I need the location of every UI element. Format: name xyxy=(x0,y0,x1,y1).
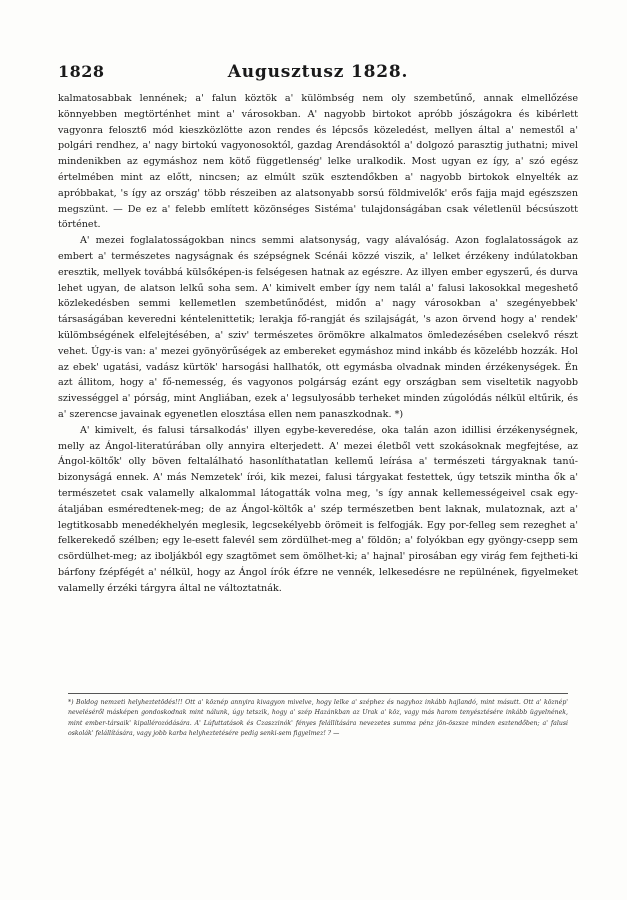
paragraph-mezei: A' mezei foglalatosságokban nincs semmi alatsonyság, vagy alávalóság. Azon foglalatosságok az embert a' természetes nagyságnak és szépségnek Scénái közzé viszik, a' lelket érzékeny indúlatokban eresztik, mellyek továbbá külsőképen-is felségesen hatnak az egészre. Az illyen ember egyszerű, és durva lehet ugyan, de alatson lelkű soha sem. A' kimivelt ember így nem talál a' falusi lakosokkal megeshető közlekedésben semmi kellemetlen szembetűnődést, midőn a' nagy városokban a' szegényebbek' társaságában keveredni kéntelenittetik; lerakja fő-rangját és szilajságát, 's azon örvend hogy a' rendek' külömbségének elfelejtésében, a' sziv' természetes örömökre alkalmatos ömledezésében cselekvő részt vehet. Úgy-is van: a' mezei gyönyörűségek az embereket egymáshoz mind inkább és közelébb hozzák. Hol az ebek' ugatási, vadász kürtök' harsogási hallhatók, ott egymásba olvadnak minden érzékenységek. Én azt állitom, hogy a' fő-nemesség, és vagyonos polgárság ezánt egy országban sem viseltetik nagyobb szivességgel a' pórság, mint Angliában, ezek a' legsulyosább terheket minden zúgolódás nélkül eltűrik, és a' szerencse javainak egyenetlen elosztása ellen nem panaszkodnak. *) xyxy=(58,235,578,420)
main-text xyxy=(58,91,578,597)
footnote-text: *) Boldog nemzeti helyheztetödés!!! Ott a' köznép annyira kivagyon mivelve, hogy lelke a' széphez és nagyhoz inkább hajlandó, mint másutt. Ott a' köznép' neveléséről másképen gondoskodnak mint nálunk, úgy tetszik, hogy a' szép Hazánkban az Urak a' köz, vagy más harom tenyésztésére inkább ügyelnének, mint ember-társaik' kipallérozódására. A' Lúfuttatások és Czaszzinók' fényes felállításárа nevezetes summa pénz jön-öszsze minden esztendőben; a' falusi oskolák' felállítására, vagy jobb karba helyheztetésére pedig senki-sem figyelmez! ? — xyxy=(68,699,568,738)
page-header xyxy=(58,62,578,88)
paragraph-continuation: kalmatosabbak lennének; a' falun köztök a' külömbség nem oly szembetűnő, annak elmellőzése könnyebben megtörténhet mint a' városokban. A' nagyobb birtokot apróbb jószágokra és kibérlett vagyonra feloszt6 mód kieszközlötte azon rendes és lépcsős közeledést, mellyen által a' nemestől a' polgári rendhez, a' nagy birtokú vagyonosoktól, gazdag Arendásoktól a' dolgozó parasztig juthatni; mivel mindenikben az egymáshoz nem kötő függetlenség' lelke uralkodik. Most ugyan ez így, a' szó egész értelmében mint az előtt, nincsen; az elmúlt szük esztendőkben a' nagyobb birtokok elnyelték az apróbbakat, 's így az ország' több részeiben az alatsonyabb sorsú földmivelők' erős fajja majd egészszen megszünt. — De ez a' felebb említett közönséges Sistéma' tulajdonságában csak véletlenül bécsúszott történet. xyxy=(58,93,578,231)
page-title: Augusztusz 1828. xyxy=(227,62,409,82)
page-year: 1828 xyxy=(58,62,105,81)
footnote xyxy=(68,693,568,740)
paragraph-kimivelt: A' kimivelt, és falusi társalkodás' illyen egybe-keveredése, oka talán azon idillisi érzékenységnek, melly az Ángol-literatúrában olly annyira elterjedett. A' mezei életből vett szokásoknak megfejtése, az Ángol-költők' olly böven feltalálható hasonlíthatatlan kellemű leírása a' természeti tárgyaknak tanú-bizonyságá ennek. A' más Nemzetek' írói, kik mezei, falusi tárgyakat festettek, úgy tetszik mintha ők a' természetet csak valamelly alkalommal látogatták volna meg, 's így annak kellemességeivel csak egy-átaljában esméredtenek-meg; de az Ángol-költők a' szép természetben bent laknak, mulatoznak, azt a' legtitkosabb menedékhelyén meglesik, legcsekélyebb örömeit is felfogják. Egy por-felleg sem rezeghet a' felkerekedő szélben; egy le-esett falevél sem zördülhet-meg a' földön; a' folyókban egy gyöngy-csepp sem csördülhet-meg; az iboljákból egy szagtömet sem ömölhet-ki; a' hajnal' pirosában egy virág fem fejtheti-ki bárfony fzépfégét a' nélkül, hogy az Ángol írók éfzre ne vennék, lelkesedésre ne repülnének, figyelmeket valamelly érzéki tárgyra által ne változtatnák. xyxy=(58,424,578,594)
